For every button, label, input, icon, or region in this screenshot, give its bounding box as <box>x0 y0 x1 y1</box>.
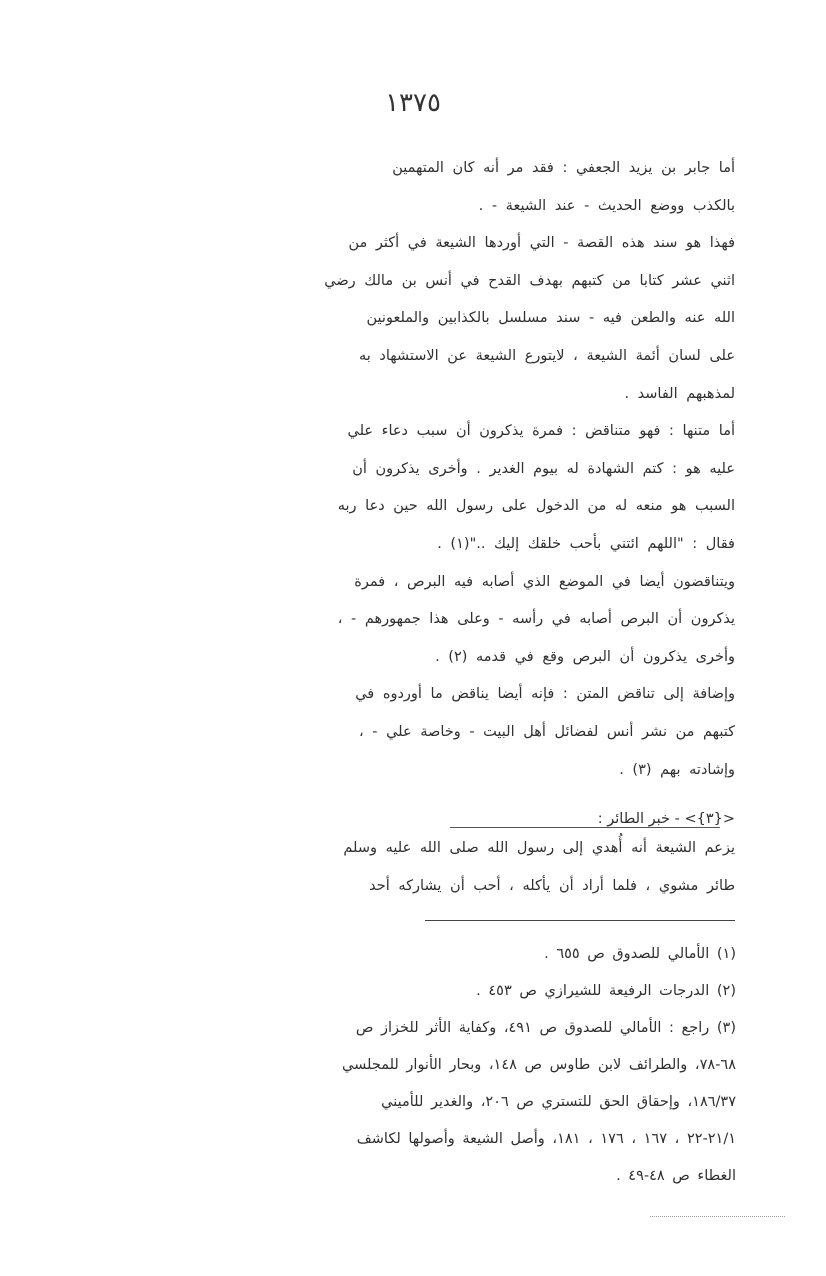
page-number: ١٣٧٥ <box>385 88 441 118</box>
footnote-line: (٢) الدرجات الرفيعة للشيرازي ص ٤٥٣ . <box>476 983 736 999</box>
body-line: لمذهبهم الفاسد . <box>624 385 735 402</box>
body-line: اثني عشر كتابا من كتبهم بهدف القدح في أنس بن مالك رضي <box>324 272 735 289</box>
body-line: السبب هو منعه له من الدخول على رسول الله حين دعا ربه <box>337 498 735 515</box>
body-line: عليه هو : كتم الشهادة له بيوم الغدير . وأخرى يذكرون أن <box>352 460 735 477</box>
footnote-separator <box>425 920 735 921</box>
body-line: وإضافة إلى تناقض المتن : فإنه أيضا يناقض ما أوردوه في <box>355 686 735 703</box>
footnote-line: ١٨٦/٣٧، وإحقاق الحق للتستري ص ٢٠٦، والغدير للأميني <box>381 1094 736 1110</box>
body-line: يذكرون أن البرص أصابه في رأسه - وعلى هذا جمهورهم - ، <box>337 611 735 628</box>
scan-artifact <box>650 1216 785 1218</box>
section-heading: <{٣}> - خبر الطائر : <box>597 811 735 827</box>
footnote-line: (١) الأمالي للصدوق ص ٦٥٥ . <box>544 946 736 962</box>
main-body-text <box>150 150 735 789</box>
section-line: يزعم الشيعة أنه أُهدي إلى رسول الله صلى الله عليه وسلم <box>343 840 735 856</box>
footnote-line: الغطاء ص ٤٨-٤٩ . <box>616 1168 736 1184</box>
body-line: وإشادته بهم (٣) . <box>619 761 735 778</box>
body-line: ويتناقضون أيضا في الموضع الذي أصابه فيه البرص ، فمرة <box>354 573 735 590</box>
footnote-line: ٦٨-٧٨، والطرائف لابن طاوس ص ١٤٨، وبحار الأنوار للمجلسي <box>342 1057 736 1073</box>
body-line: أما متنها : فهو متناقض : فمرة يذكرون أن سبب دعاء علي <box>347 423 735 440</box>
body-line: على لسان أئمة الشيعة ، لايتورع الشيعة عن الاستشهاد به <box>358 347 735 364</box>
footnote-line: ٢١/١-٢٢ ، ١٦٧ ، ١٧٦ ، ١٨١، وأصل الشيعة وأصولها لكاشف <box>356 1131 736 1147</box>
heading-underline <box>450 827 720 828</box>
section-body-text <box>150 830 735 905</box>
section-line: طائر مشوي ، فلما أراد أن يأكله ، أحب أن يشاركه أحد <box>369 877 735 894</box>
body-line: فقال : "اللهم ائتني بأحب خلقك إليك .."(١) . <box>437 535 735 552</box>
body-line: أما جابر بن يزيد الجعفي : فقد مر أنه كان المتهمين <box>392 160 735 176</box>
body-line: بالكذب ووضع الحديث - عند الشيعة - . <box>478 197 735 214</box>
footnote-line: (٣) راجع : الأمالي للصدوق ص ٤٩١، وكفاية الأثر للخزاز ص <box>355 1020 736 1036</box>
body-line: فهذا هو سند هذه القصة - التي أوردها الشيعة في أكثر من <box>348 235 735 252</box>
body-line: كتبهم من نشر أنس لفضائل أهل البيت - وخاصة علي - ، <box>358 723 735 740</box>
footnotes <box>148 936 736 1195</box>
body-line: الله عنه والطعن فيه - سند مسلسل بالكذابين والملعونين <box>366 310 735 327</box>
body-line: وأخرى يذكرون أن البرص وقع في قدمه (٢) . <box>435 648 735 665</box>
